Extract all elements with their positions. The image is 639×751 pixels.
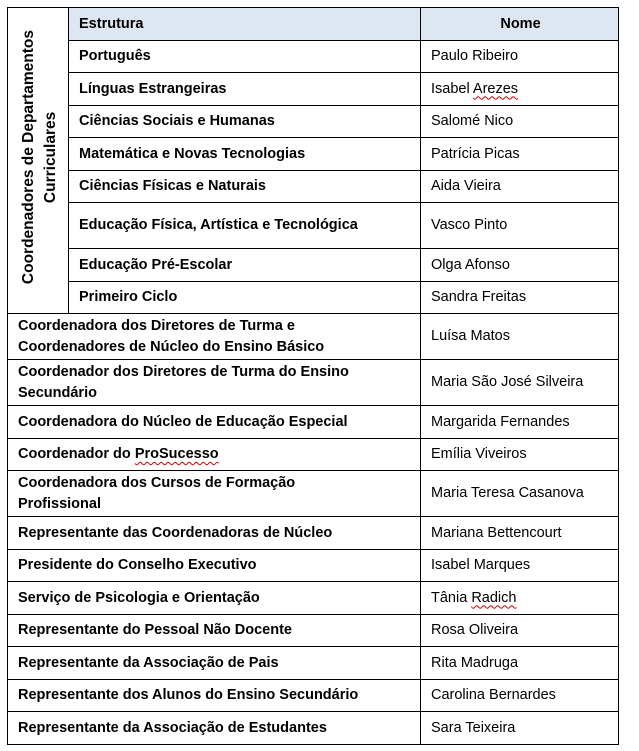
header-estrutura: Estrutura [69,8,421,41]
table-row [8,314,619,360]
estrutura-line: Coordenador dos Diretores de Turma do Ensino [18,363,349,380]
spellcheck-word: Radich [471,589,517,606]
table-row [8,647,619,680]
structure-table [7,7,619,745]
nome-cell [421,73,619,106]
estrutura-cell: Coordenadora do Núcleo de Educação Especial [8,406,421,439]
table-row [8,282,619,314]
spellcheck-word: ProSucesso [134,446,219,462]
estrutura-cell: Representante da Associação de Estudantes [8,712,421,745]
nome-cell: Salomé Nico [421,106,619,138]
side-label-line2: Curriculares [42,111,59,203]
spellcheck-word: Arezes [472,80,519,97]
estrutura-cell: Educação Física, Artística e Tecnológica [69,203,421,249]
table-row [8,680,619,712]
nome-cell: Olga Afonso [421,249,619,282]
table-row [8,712,619,745]
table-row [8,550,619,582]
departments-side-label [8,8,69,314]
nome-cell: Sandra Freitas [421,282,619,314]
nome-cell: Mariana Bettencourt [421,517,619,550]
estrutura-cell [8,360,421,406]
nome-cell: Rosa Oliveira [421,615,619,647]
nome-cell: Rita Madruga [421,647,619,680]
nome-cell: Isabel Marques [421,550,619,582]
side-label-line1: Coordenadores de Departamentos [20,29,37,285]
table-row [8,615,619,647]
estrutura-cell: Representante da Associação de Pais [8,647,421,680]
nome-cell: Luísa Matos [421,314,619,360]
nome-cell: Patrícia Picas [421,138,619,171]
estrutura-cell: Representante do Pessoal Não Docente [8,615,421,647]
estrutura-line: Coordenadores de Núcleo do Ensino Básico [18,338,325,355]
nome-cell: Carolina Bernardes [421,680,619,712]
estrutura-cell: Primeiro Ciclo [69,282,421,314]
table-row [8,360,619,406]
header-row [8,8,619,41]
table-row [8,249,619,282]
estrutura-cell: Serviço de Psicologia e Orientação [8,582,421,615]
nome-part: Tânia [431,589,472,606]
nome-part: Isabel [431,80,473,97]
nome-cell [421,582,619,615]
table-row [8,41,619,73]
nome-cell: Margarida Fernandes [421,406,619,439]
nome-cell: Vasco Pinto [421,203,619,249]
estrutura-cell [8,314,421,360]
nome-cell: Aida Vieira [421,171,619,203]
estrutura-cell: Ciências Sociais e Humanas [69,106,421,138]
table-row [8,471,619,517]
table-row [8,138,619,171]
estrutura-cell: Educação Pré-Escolar [69,249,421,282]
estrutura-cell: Representante dos Alunos do Ensino Secundário [8,680,421,712]
estrutura-cell: Línguas Estrangeiras [69,73,421,106]
estrutura-line: Secundário [18,384,97,401]
nome-cell: Sara Teixeira [421,712,619,745]
estrutura-cell: Representante das Coordenadoras de Núcleo [8,517,421,550]
estrutura-cell: Português [69,41,421,73]
nome-cell: Maria São José Silveira [421,360,619,406]
estrutura-cell: Ciências Físicas e Naturais [69,171,421,203]
estrutura-line: Coordenadora dos Diretores de Turma e [18,317,295,334]
table-row [8,439,619,471]
estrutura-line: Profissional [18,495,101,512]
nome-cell: Paulo Ribeiro [421,41,619,73]
nome-cell: Maria Teresa Casanova [421,471,619,517]
table-row [8,517,619,550]
estrutura-line: Coordenadora dos Cursos de Formação [18,474,296,491]
estrutura-cell: Presidente do Conselho Executivo [8,550,421,582]
table-row [8,106,619,138]
table-row [8,73,619,106]
estrutura-cell [8,439,421,471]
estrutura-cell: Matemática e Novas Tecnologias [69,138,421,171]
nome-cell: Emília Viveiros [421,439,619,471]
table-row [8,406,619,439]
header-nome: Nome [421,8,619,41]
estrutura-cell [8,471,421,517]
estrutura-part: Coordenador do [18,446,135,462]
table-row [8,582,619,615]
table-row [8,171,619,203]
table-row [8,203,619,249]
